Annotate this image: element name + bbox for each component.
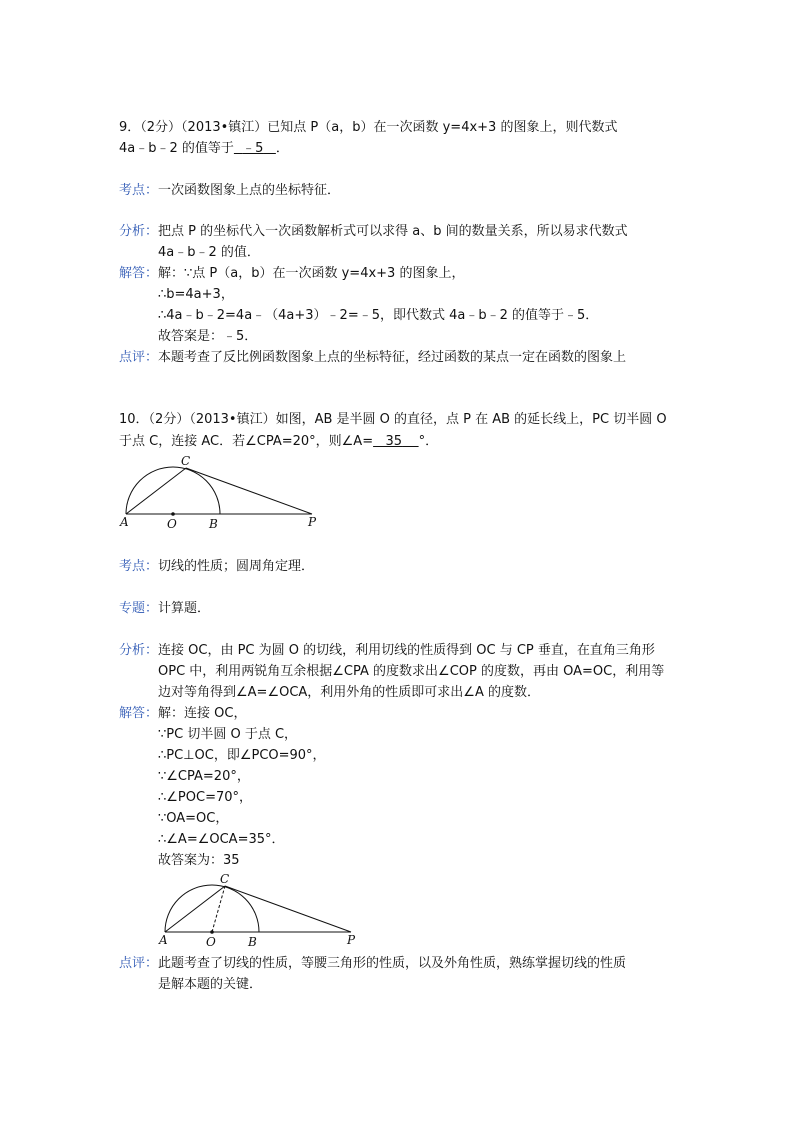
q10-fenxi-line2: OPC 中，利用两锐角互余根据∠CPA 的度数求出∠COP 的度数，再由 OA=OC，利用等 bbox=[158, 664, 665, 679]
semicircle-arc bbox=[165, 885, 259, 932]
q9-fenxi-line1: 把点 P 的坐标代入一次函数解析式可以求得 a、b 间的数量关系，所以易求代数式 bbox=[158, 224, 628, 239]
q10-jieda-line7: 故答案为：35 bbox=[158, 853, 240, 868]
q10-kaodian-label: 考点： bbox=[119, 559, 159, 574]
q10-jieda-line5: ∵OA=OC， bbox=[158, 811, 229, 826]
q10-jieda-line0: 解：连接 OC， bbox=[158, 706, 247, 721]
q10-figure-1 bbox=[116, 452, 326, 532]
q10-jieda-line3: ∵∠CPA=20°， bbox=[158, 769, 250, 784]
q10-figure-2 bbox=[155, 870, 365, 950]
q10-fenxi-line3: 边对等角得到∠A=∠OCA，利用外角的性质即可求出∠A 的度数． bbox=[158, 685, 540, 700]
label-p: P bbox=[347, 933, 356, 947]
center-dot bbox=[171, 512, 175, 516]
segment-ac bbox=[165, 886, 225, 932]
q9-jieda-line3: 故答案是：﹣5． bbox=[158, 329, 258, 344]
q10-fenxi-line1: 连接 OC，由 PC 为圆 O 的切线，利用切线的性质得到 OC 与 CP 垂直，在直角三角形 bbox=[158, 643, 655, 658]
q10-dianping-line2: 是解本题的关键． bbox=[158, 977, 263, 992]
segment-pc bbox=[225, 886, 351, 932]
q9-dianping-label: 点评： bbox=[119, 350, 159, 365]
center-dot bbox=[210, 930, 214, 934]
q9-kaodian-label: 考点： bbox=[119, 183, 159, 198]
q10-dianping bbox=[119, 954, 626, 974]
q10-jieda-line4: ∴∠POC=70°， bbox=[158, 790, 253, 805]
q9-stem-line1: 9．（2分）（2013•镇江）已知点 P（a，b）在一次函数 y=4x+3 的图象上，则代数式 bbox=[119, 120, 618, 135]
q10-stem-line2 bbox=[119, 432, 438, 452]
q9-dianping bbox=[119, 348, 626, 368]
q10-answer-blank bbox=[373, 434, 418, 449]
q9-jieda bbox=[119, 264, 464, 284]
q10-fenxi-label: 分析： bbox=[119, 643, 159, 658]
q9-stem-post: ． bbox=[275, 141, 289, 156]
q10-stem-line1: 10．（2分）（2013•镇江）如图，AB 是半圆 O 的直径，点 P 在 AB 的延长线上，PC 切半圆 O bbox=[119, 412, 667, 427]
label-p: P bbox=[308, 515, 317, 529]
label-a: A bbox=[159, 933, 168, 947]
q9-fenxi bbox=[119, 222, 628, 242]
label-b: B bbox=[248, 935, 257, 949]
label-c: C bbox=[220, 872, 230, 886]
q10-stem-post: °． bbox=[418, 434, 439, 449]
q9-jieda-line1: ∴b=4a+3， bbox=[158, 287, 234, 302]
q10-answer: 35 bbox=[385, 434, 403, 449]
q9-fenxi-line2: 4a﹣b﹣2 的值． bbox=[158, 245, 260, 260]
label-c: C bbox=[181, 454, 191, 468]
q10-zhuanti bbox=[119, 599, 210, 619]
label-b: B bbox=[209, 517, 218, 531]
q10-zhuanti-label: 专题： bbox=[119, 601, 159, 616]
q9-answer: ﹣5 bbox=[242, 141, 264, 156]
q10-dianping-label: 点评： bbox=[119, 956, 159, 971]
label-o: O bbox=[167, 517, 177, 531]
q9-jieda-line0: 解：∵点 P（a，b）在一次函数 y=4x+3 的图象上， bbox=[158, 266, 465, 281]
q10-dianping-line1: 此题考查了切线的性质，等腰三角形的性质，以及外角性质，熟练掌握切线的性质 bbox=[158, 956, 627, 971]
q9-stem-pre: 4a﹣b﹣2 的值等于 bbox=[119, 141, 234, 156]
segment-pc bbox=[186, 468, 312, 514]
q10-zhuanti-text: 计算题． bbox=[158, 601, 211, 616]
q9-fenxi-label: 分析： bbox=[119, 224, 159, 239]
q10-kaodian-text: 切线的性质；圆周角定理． bbox=[158, 559, 315, 574]
q9-kaodian bbox=[119, 181, 340, 201]
label-o: O bbox=[206, 935, 216, 949]
q10-kaodian bbox=[119, 557, 314, 577]
label-a: A bbox=[120, 515, 129, 529]
q10-fenxi bbox=[119, 641, 655, 661]
q9-jieda-label: 解答： bbox=[119, 266, 159, 281]
q9-answer-blank bbox=[234, 141, 276, 156]
semicircle-arc bbox=[126, 467, 220, 514]
q10-jieda-line1: ∵PC 切半圆 O 于点 C， bbox=[158, 727, 298, 742]
q9-dianping-text: 本题考查了反比例函数图象上点的坐标特征，经过函数的某点一定在函数的图象上 bbox=[158, 350, 627, 365]
segment-oc-dashed bbox=[212, 886, 225, 932]
q9-kaodian-text: 一次函数图象上点的坐标特征． bbox=[158, 183, 341, 198]
q9-jieda-line2: ∴4a﹣b﹣2=4a﹣（4a+3）﹣2=﹣5，即代数式 4a﹣b﹣2 的值等于﹣5． bbox=[158, 308, 599, 323]
q10-jieda bbox=[119, 704, 246, 724]
segment-ac bbox=[126, 468, 186, 514]
q10-jieda-label: 解答： bbox=[119, 706, 159, 721]
q10-jieda-line6: ∴∠A=∠OCA=35°． bbox=[158, 832, 285, 847]
q10-stem-pre: 于点 C，连接 AC．若∠CPA=20°，则∠A= bbox=[119, 434, 374, 449]
q9-stem-line2 bbox=[119, 139, 289, 159]
q10-jieda-line2: ∴PC⊥OC，即∠PCO=90°， bbox=[158, 748, 326, 763]
